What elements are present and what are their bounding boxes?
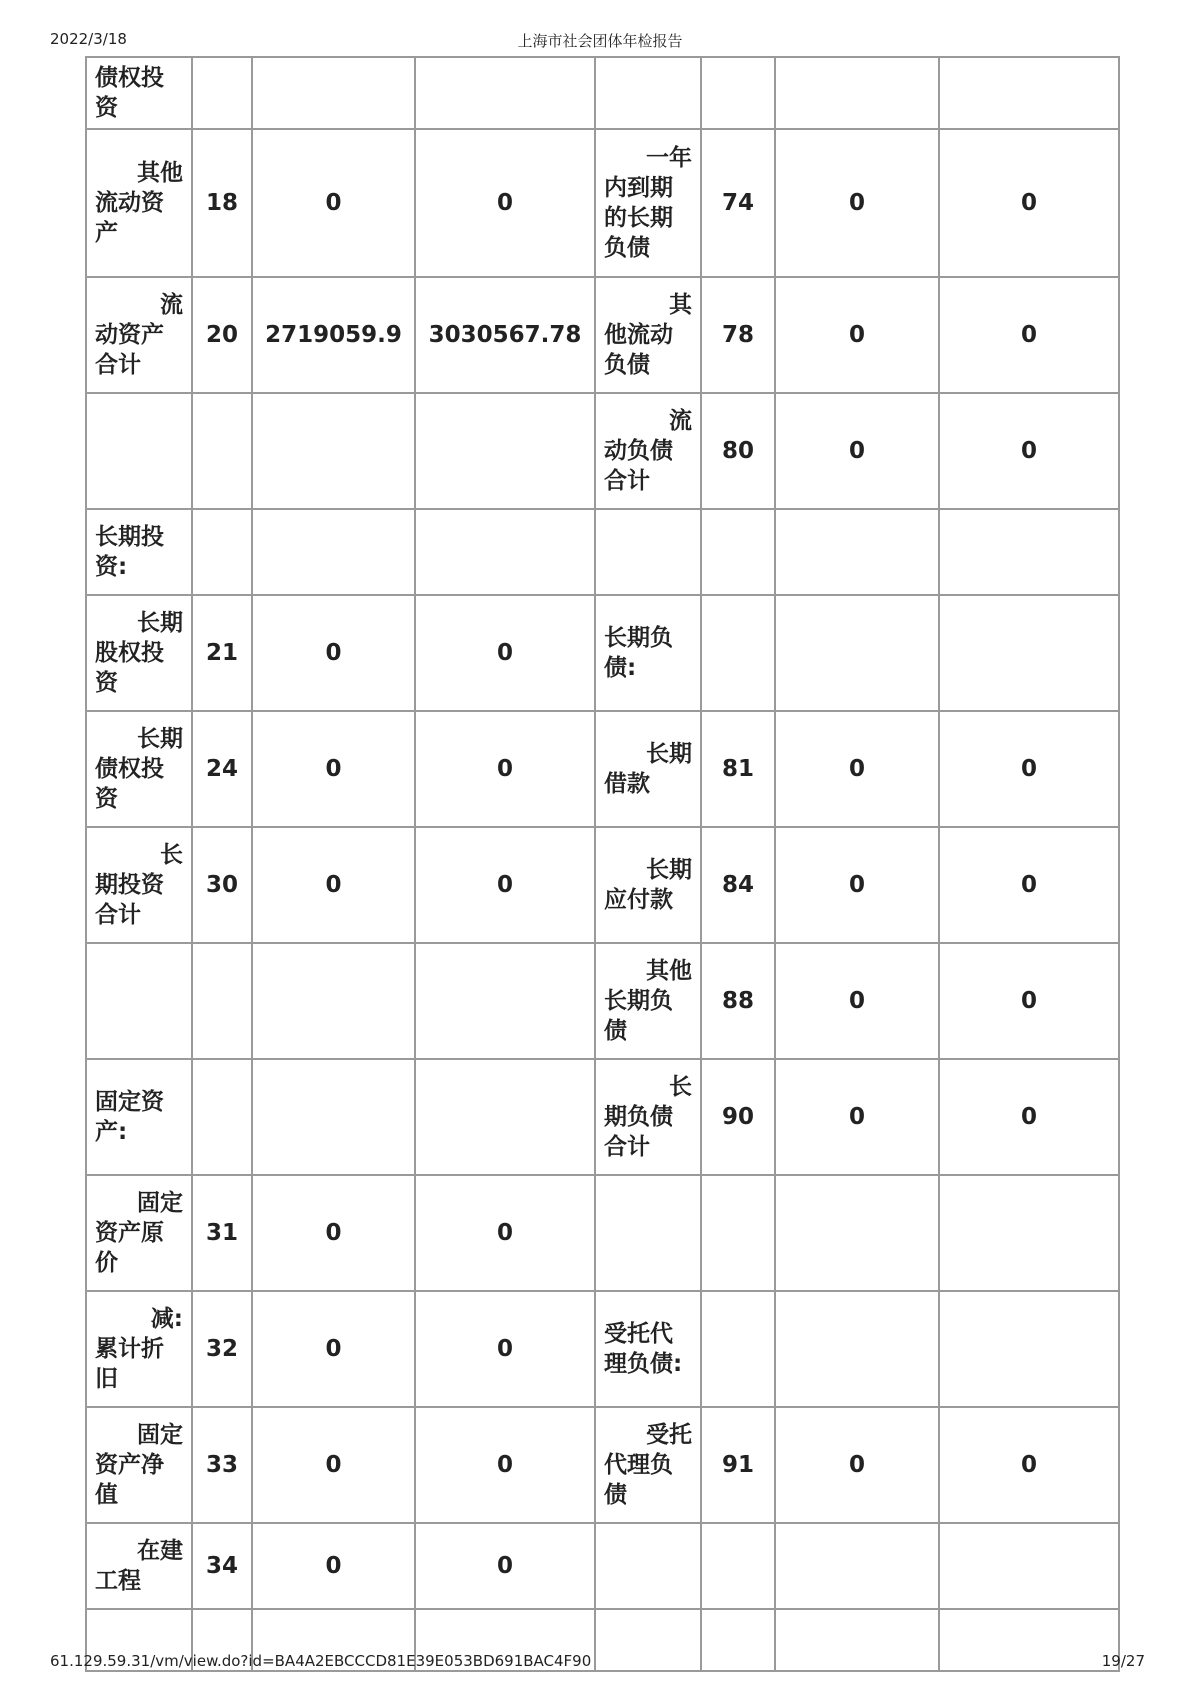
liability-begin-amount: 0: [775, 827, 939, 943]
asset-begin-amount: [252, 57, 415, 129]
label-line-2: 期负债合计: [604, 1104, 673, 1160]
table-row: [86, 129, 1119, 277]
liability-begin-amount: 0: [775, 393, 939, 509]
label-line-2: 长期负债: [604, 988, 673, 1044]
asset-item-label: [86, 827, 192, 943]
liability-item-label: [595, 827, 701, 943]
liability-begin-amount: [775, 1609, 939, 1671]
label-line-1: 减:: [150, 1306, 183, 1332]
liability-line-number: [701, 1609, 775, 1671]
label-line-2: 资产净值: [95, 1452, 164, 1508]
liability-begin-amount: 0: [775, 1059, 939, 1175]
liability-item-label: [595, 277, 701, 393]
table-row: [86, 57, 1119, 129]
liability-line-number: [701, 595, 775, 711]
asset-end-amount: [415, 943, 595, 1059]
asset-line-number: [192, 393, 252, 509]
label-line-1: 固定: [137, 1422, 183, 1448]
asset-begin-amount: [252, 1059, 415, 1175]
asset-end-amount: [415, 509, 595, 595]
asset-end-amount: [415, 1059, 595, 1175]
asset-line-number: [192, 509, 252, 595]
asset-item-label: [86, 1523, 192, 1609]
label-line-2: 受托代理负债:: [604, 1321, 683, 1377]
label-line-1: 一年: [646, 145, 692, 171]
liability-line-number: [701, 1291, 775, 1407]
document-title: 上海市社会团体年检报告: [517, 32, 683, 50]
asset-line-number: [192, 57, 252, 129]
liability-begin-amount: [775, 1175, 939, 1291]
liability-item-label: [595, 57, 701, 129]
table-row: [86, 827, 1119, 943]
label-line-2: 动资产合计: [95, 322, 164, 378]
asset-item-label: [86, 1291, 192, 1407]
asset-end-amount: 3030567.78: [415, 277, 595, 393]
liability-begin-amount: [775, 57, 939, 129]
asset-item-label: [86, 595, 192, 711]
liability-item-label: [595, 1175, 701, 1291]
asset-begin-amount: 0: [252, 1407, 415, 1523]
table-row: [86, 711, 1119, 827]
table-row: [86, 943, 1119, 1059]
label-line-2: 股权投资: [95, 640, 164, 696]
liability-line-number: [701, 1523, 775, 1609]
asset-line-number: 20: [192, 277, 252, 393]
asset-item-label: [86, 943, 192, 1059]
liability-begin-amount: [775, 1291, 939, 1407]
label-line-2: 他流动负债: [604, 322, 673, 378]
label-line-2: 期投资合计: [95, 872, 164, 928]
asset-line-number: [192, 943, 252, 1059]
asset-end-amount: 0: [415, 1523, 595, 1609]
asset-item-label: [86, 57, 192, 129]
liability-item-label: [595, 943, 701, 1059]
liability-begin-amount: [775, 1523, 939, 1609]
asset-begin-amount: 2719059.9: [252, 277, 415, 393]
liability-item-label: [595, 1407, 701, 1523]
asset-item-label: [86, 129, 192, 277]
liability-end-amount: [939, 1175, 1119, 1291]
asset-item-label: [86, 393, 192, 509]
asset-begin-amount: 0: [252, 827, 415, 943]
asset-begin-amount: 0: [252, 1291, 415, 1407]
table-row: [86, 1523, 1119, 1609]
asset-line-number: 31: [192, 1175, 252, 1291]
label-line-1: 在建: [137, 1538, 183, 1564]
liability-end-amount: 0: [939, 1059, 1119, 1175]
asset-begin-amount: 0: [252, 711, 415, 827]
label-line-2: 工程: [95, 1568, 141, 1594]
liability-item-label: [595, 711, 701, 827]
liability-end-amount: [939, 1523, 1119, 1609]
asset-line-number: 21: [192, 595, 252, 711]
liability-item-label: [595, 595, 701, 711]
label-line-2: 内到期的长期负债: [604, 175, 673, 261]
asset-end-amount: [415, 57, 595, 129]
asset-item-label: [86, 1059, 192, 1175]
page-number: 19/27: [1101, 1652, 1145, 1670]
label-line-2: 资产原价: [95, 1220, 164, 1276]
label-line-2: 借款: [604, 771, 650, 797]
asset-end-amount: 0: [415, 595, 595, 711]
liability-line-number: 80: [701, 393, 775, 509]
liability-line-number: 88: [701, 943, 775, 1059]
table-row: [86, 509, 1119, 595]
asset-end-amount: 0: [415, 827, 595, 943]
asset-end-amount: 0: [415, 1291, 595, 1407]
balance-sheet-table: [85, 56, 1120, 1672]
label-line-1: 流: [669, 408, 692, 434]
liability-end-amount: 0: [939, 827, 1119, 943]
label-line-1: 其他: [646, 958, 692, 984]
liability-end-amount: [939, 1609, 1119, 1671]
label-line-1: 长: [160, 842, 183, 868]
asset-end-amount: 0: [415, 1175, 595, 1291]
liability-end-amount: [939, 57, 1119, 129]
liability-begin-amount: [775, 595, 939, 711]
table-row: [86, 595, 1119, 711]
asset-end-amount: 0: [415, 711, 595, 827]
label-line-2: 流动资产: [95, 190, 164, 246]
asset-line-number: 24: [192, 711, 252, 827]
liability-begin-amount: 0: [775, 711, 939, 827]
label-line-2: 累计折旧: [95, 1336, 164, 1392]
liability-line-number: [701, 1175, 775, 1291]
table-row: [86, 1059, 1119, 1175]
liability-item-label: [595, 509, 701, 595]
liability-item-label: [595, 1523, 701, 1609]
table-row: [86, 1175, 1119, 1291]
asset-line-number: 33: [192, 1407, 252, 1523]
table-row: [86, 393, 1119, 509]
liability-begin-amount: [775, 509, 939, 595]
liability-item-label: [595, 129, 701, 277]
liability-item-label: [595, 1291, 701, 1407]
label-line-1: 长: [669, 1074, 692, 1100]
asset-begin-amount: 0: [252, 129, 415, 277]
liability-end-amount: [939, 595, 1119, 711]
liability-item-label: [595, 393, 701, 509]
liability-line-number: [701, 57, 775, 129]
label-line-1: 长期: [137, 726, 183, 752]
liability-end-amount: [939, 1291, 1119, 1407]
table-row: [86, 1291, 1119, 1407]
liability-end-amount: 0: [939, 711, 1119, 827]
label-line-1: 固定: [137, 1190, 183, 1216]
table-row: [86, 277, 1119, 393]
asset-begin-amount: [252, 393, 415, 509]
print-date: 2022/3/18: [50, 30, 127, 48]
liability-end-amount: 0: [939, 393, 1119, 509]
liability-end-amount: 0: [939, 129, 1119, 277]
label-line-1: 长期: [137, 610, 183, 636]
asset-item-label: [86, 277, 192, 393]
label-line-2: 动负债合计: [604, 438, 673, 494]
asset-item-label: [86, 1407, 192, 1523]
table-row: [86, 1407, 1119, 1523]
asset-line-number: 30: [192, 827, 252, 943]
label-line-2: 债权投资: [95, 65, 164, 121]
label-line-2: 应付款: [604, 887, 673, 913]
liability-line-number: 84: [701, 827, 775, 943]
label-line-2: 代理负债: [604, 1452, 673, 1508]
asset-end-amount: 0: [415, 129, 595, 277]
asset-end-amount: [415, 393, 595, 509]
liability-end-amount: 0: [939, 1407, 1119, 1523]
label-line-1: 其他: [137, 160, 183, 186]
asset-end-amount: 0: [415, 1407, 595, 1523]
liability-end-amount: [939, 509, 1119, 595]
liability-line-number: 81: [701, 711, 775, 827]
liability-line-number: 91: [701, 1407, 775, 1523]
liability-line-number: 78: [701, 277, 775, 393]
label-line-1: 长期: [646, 741, 692, 767]
asset-item-label: [86, 711, 192, 827]
label-line-1: 流: [160, 292, 183, 318]
label-line-1: 长期: [646, 857, 692, 883]
asset-line-number: 18: [192, 129, 252, 277]
label-line-2: 债权投资: [95, 756, 164, 812]
liability-line-number: 74: [701, 129, 775, 277]
label-line-1: 受托: [646, 1422, 692, 1448]
liability-begin-amount: 0: [775, 943, 939, 1059]
liability-line-number: [701, 509, 775, 595]
liability-begin-amount: 0: [775, 277, 939, 393]
liability-item-label: [595, 1059, 701, 1175]
asset-begin-amount: 0: [252, 1523, 415, 1609]
asset-begin-amount: [252, 509, 415, 595]
asset-begin-amount: [252, 943, 415, 1059]
label-line-2: 长期负债:: [604, 625, 673, 681]
asset-line-number: 34: [192, 1523, 252, 1609]
asset-line-number: [192, 1059, 252, 1175]
liability-item-label: [595, 1609, 701, 1671]
asset-begin-amount: 0: [252, 595, 415, 711]
liability-begin-amount: 0: [775, 129, 939, 277]
label-line-2: 固定资产:: [95, 1089, 164, 1145]
asset-begin-amount: 0: [252, 1175, 415, 1291]
liability-begin-amount: 0: [775, 1407, 939, 1523]
asset-item-label: [86, 509, 192, 595]
label-line-2: 长期投资:: [95, 524, 164, 580]
asset-item-label: [86, 1175, 192, 1291]
liability-end-amount: 0: [939, 943, 1119, 1059]
liability-line-number: 90: [701, 1059, 775, 1175]
asset-line-number: 32: [192, 1291, 252, 1407]
label-line-1: 其: [669, 292, 692, 318]
liability-end-amount: 0: [939, 277, 1119, 393]
page-url: 61.129.59.31/vm/view.do?id=BA4A2EBCCCD81E39E053BD691BAC4F90: [50, 1652, 592, 1670]
